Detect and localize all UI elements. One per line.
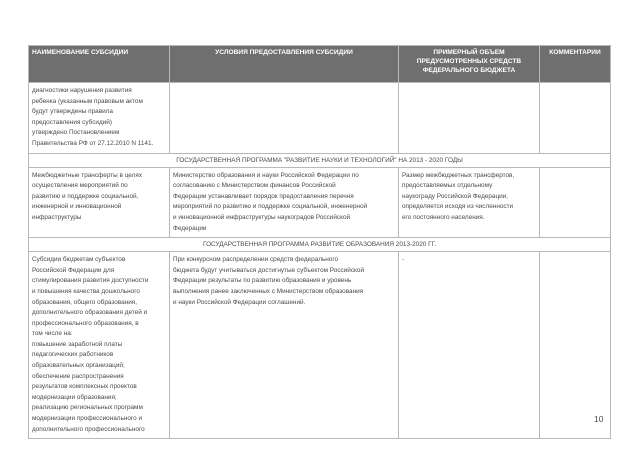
header-budget-line: ПРЕДУСМОТРЕННЫХ СРЕДСТВ — [416, 58, 522, 65]
cell-budget-volume: - — [399, 252, 540, 439]
text-line: инженерной и инновационной — [32, 203, 122, 211]
cell-subsidy-name — [29, 252, 170, 439]
section-title-science: ГОСУДАРСТВЕННАЯ ПРОГРАММА "РАЗВИТИЕ НАУКИ И ТЕХНОЛОГИЙ" НА 2013 - 2020 ГОДЫ — [29, 153, 611, 167]
text-line: профессионального образования, в — [32, 319, 139, 327]
header-comments: КОММЕНТАРИИ — [540, 46, 611, 83]
text-line: определяется исходя из численности — [402, 203, 514, 211]
section-row — [29, 238, 611, 252]
text-line: При конкурсном распределении средств федерального — [173, 256, 339, 264]
text-line: и инновационной инфраструктуры наукоградов Российской — [173, 213, 351, 221]
cell-budget-volume — [399, 167, 540, 238]
text-line: стимулирования развития доступности — [32, 277, 149, 285]
cell-conditions — [170, 167, 399, 238]
text-line: реализацию региональных программ — [32, 404, 143, 412]
text-line: и науки Российской Федерации соглашений. — [173, 298, 306, 306]
text-line: дополнительного профессионального — [32, 425, 145, 433]
text-line: дополнительного образования детей и — [32, 309, 148, 317]
table-row — [29, 83, 611, 154]
page-number: 10 — [594, 414, 604, 424]
header-budget-line: ФЕДЕРАЛЬНОГО БЮДЖЕТА — [422, 67, 516, 74]
text-line: наукограду Российской Федерации, — [402, 192, 509, 200]
text-line: образования, общего образования, — [32, 298, 138, 306]
document-page — [28, 45, 610, 439]
cell-conditions — [170, 83, 399, 154]
text-line: предоставления субсидий) — [32, 118, 112, 126]
subsidies-table — [28, 45, 611, 439]
text-line: Федерации результаты по развитию образования и уровень — [173, 277, 352, 285]
text-line: модернизации профессионального и — [32, 415, 143, 423]
text-line: осуществления мероприятий по — [32, 182, 128, 190]
text-line: Правительства РФ от 27.12.2010 N 1141. — [32, 139, 154, 147]
text-line: Министерство образования и науки Российской Федерации по — [173, 171, 359, 179]
text-line: развитию и поддержке социальной, — [32, 192, 139, 200]
text-line: ребенка (указанным правовым актом — [32, 97, 143, 105]
text-line: его постоянного населения. — [402, 213, 485, 221]
cell-comments — [540, 167, 611, 238]
text-line: согласованию с Министерством финансов Российской — [173, 182, 336, 190]
table-header-row — [29, 46, 611, 83]
text-line: и повышения качества дошкольного — [32, 287, 140, 295]
text-line: том числе на: — [32, 330, 73, 338]
header-subsidy-name: НАИМЕНОВАНИЕ СУБСИДИИ — [29, 46, 170, 83]
text-line: результатов комплексных проектов — [32, 383, 137, 391]
text-line: Межбюджетные трансферты в целях — [32, 171, 143, 179]
header-conditions: УСЛОВИЯ ПРЕДОСТАВЛЕНИЯ СУБСИДИИ — [170, 46, 399, 83]
section-title-education: ГОСУДАРСТВЕННАЯ ПРОГРАММА РАЗВИТИЕ ОБРАЗОВАНИЯ 2013-2020 ГГ. — [29, 238, 611, 252]
text-line: обеспечение распространения — [32, 372, 124, 380]
text-line: утверждено Постановлением — [32, 129, 120, 137]
cell-comments — [540, 83, 611, 154]
cell-comments — [540, 252, 611, 439]
text-line: Федерации устанавливает порядок предоставления перечня — [173, 192, 354, 200]
table-row — [29, 167, 611, 238]
header-budget-line: ПРИМЕРНЫЙ ОБЪЕМ — [433, 49, 505, 56]
header-budget-volume — [399, 46, 540, 83]
text-line: педагогических работников — [32, 351, 114, 359]
text-line: Российской Федерации для — [32, 266, 115, 274]
text-line: мероприятий по развитию и поддержке социальной, инженерной — [173, 203, 368, 211]
text-line: Федерации — [173, 224, 207, 232]
text-line: будут утверждены правила — [32, 108, 113, 116]
text-line: выполнения ранее заключенных с Министерством образования — [173, 287, 364, 295]
cell-subsidy-name — [29, 83, 170, 154]
text-line: диагностики нарушения развития — [32, 87, 132, 94]
text-line: модернизации образования; — [32, 393, 117, 401]
cell-conditions — [170, 252, 399, 439]
text-line: Субсидии бюджетам субъектов — [32, 256, 126, 264]
cell-budget-volume — [399, 83, 540, 154]
text-line: инфраструктуры — [32, 213, 82, 221]
cell-subsidy-name — [29, 167, 170, 238]
text-line: бюджета будут учитываться достигнутые субъектом Российской — [173, 266, 365, 274]
section-row — [29, 153, 611, 167]
table-row — [29, 252, 611, 439]
text-line: образовательных организаций; — [32, 362, 125, 370]
text-line: повышение заработной платы — [32, 340, 123, 348]
text-line: Размер межбюджетных трансфертов, — [402, 171, 515, 179]
text-line: предоставляемых отдельному — [402, 182, 493, 190]
